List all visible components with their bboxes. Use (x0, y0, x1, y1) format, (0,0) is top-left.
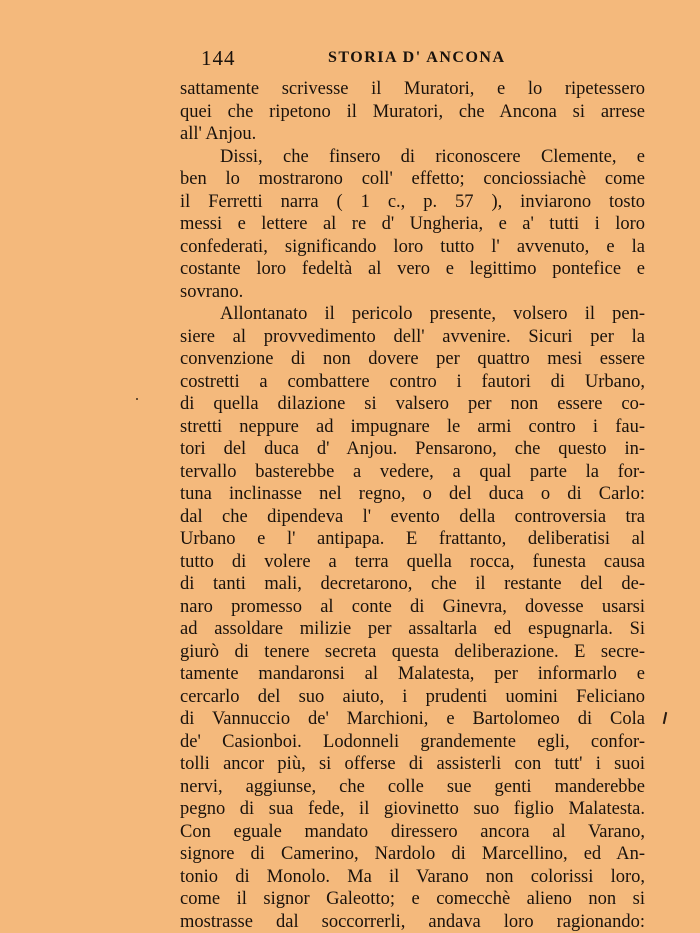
text-line: confederati, significando loro tutto l' avvenuto, e la (180, 236, 645, 259)
text-line: Urbano e l' antipapa. E frattanto, deliberatisi al (180, 528, 645, 551)
text-line: tonio di Monolo. Ma il Varano non colorissi loro, (180, 866, 645, 889)
text-line: costretti a combattere contro i fautori di Urbano, (180, 371, 645, 394)
text-line: tamente mandaronsi al Malatesta, per informarlo e (180, 663, 645, 686)
text-line: signore di Camerino, Nardolo di Marcellino, ed An- (180, 843, 645, 866)
text-line: tutto di volere a terra quella rocca, funesta causa (180, 551, 645, 574)
text-line: nervi, aggiunse, che colle sue genti manderebbe (180, 776, 645, 799)
text-line: de' Casionboi. Lodonneli grandemente egli, confor- (180, 731, 645, 754)
text-line: quei che ripetono il Muratori, che Ancona si arrese (180, 101, 645, 124)
margin-mark (663, 712, 667, 724)
text-line: tori del duca d' Anjou. Pensarono, che questo in- (180, 438, 645, 461)
text-line: Allontanato il pericolo presente, volsero il pen- (180, 303, 645, 326)
text-line: sovrano. (180, 281, 645, 304)
text-line: naro promesso al conte di Ginevra, dovesse usarsi (180, 596, 645, 619)
text-line: pegno di sua fede, il giovinetto suo figlio Malatesta. (180, 798, 645, 821)
body-text (180, 78, 645, 933)
text-line: Con eguale mandato diressero ancora al Varano, (180, 821, 645, 844)
text-line: ben lo mostrarono coll' effetto; conciossiachè come (180, 168, 645, 191)
text-line: siere al provvedimento dell' avvenire. Sicuri per la (180, 326, 645, 349)
text-line: ad assoldare milizie per assaltarla ed espugnarla. Si (180, 618, 645, 641)
margin-speck (136, 398, 138, 400)
text-line: di tanti mali, decretarono, che il restante del de- (180, 573, 645, 596)
text-line: Dissi, che finsero di riconoscere Clemente, e (180, 146, 645, 169)
text-line: cercarlo del suo aiuto, i prudenti uomini Feliciano (180, 686, 645, 709)
text-line: di quella dilazione si valsero per non essere co- (180, 393, 645, 416)
text-line: dal che dipendeva l' evento della controversia tra (180, 506, 645, 529)
text-line: giurò di tenere secreta questa deliberazione. E secre- (180, 641, 645, 664)
text-line: sattamente scrivesse il Muratori, e lo ripetessero (180, 78, 645, 101)
text-line: tuna inclinasse nel regno, o del duca o di Carlo: (180, 483, 645, 506)
page-number: 144 (201, 46, 236, 71)
text-line: costante loro fedeltà al vero e legittimo pontefice e (180, 258, 645, 281)
running-title: STORIA D' ANCONA (328, 49, 506, 67)
text-line: stretti neppure ad impugnare le armi contro i fau- (180, 416, 645, 439)
text-line: tervallo basterebbe a vedere, a qual parte la for- (180, 461, 645, 484)
text-line: tolli ancor più, si offerse di assisterli con tutt' i suoi (180, 753, 645, 776)
text-line: convenzione di non dovere per quattro mesi essere (180, 348, 645, 371)
text-line: mostrasse dal soccorrerli, andava loro ragionando: (180, 911, 645, 933)
page-header (180, 46, 645, 74)
text-line: il Ferretti narra ( 1 c., p. 57 ), inviarono tosto (180, 191, 645, 214)
text-line: all' Anjou. (180, 123, 645, 146)
text-line: come il signor Galeotto; e comecchè alieno non si (180, 888, 645, 911)
text-line: di Vannuccio de' Marchioni, e Bartolomeo di Cola (180, 708, 645, 731)
text-line: messi e lettere al re d' Ungheria, e a' tutti i loro (180, 213, 645, 236)
